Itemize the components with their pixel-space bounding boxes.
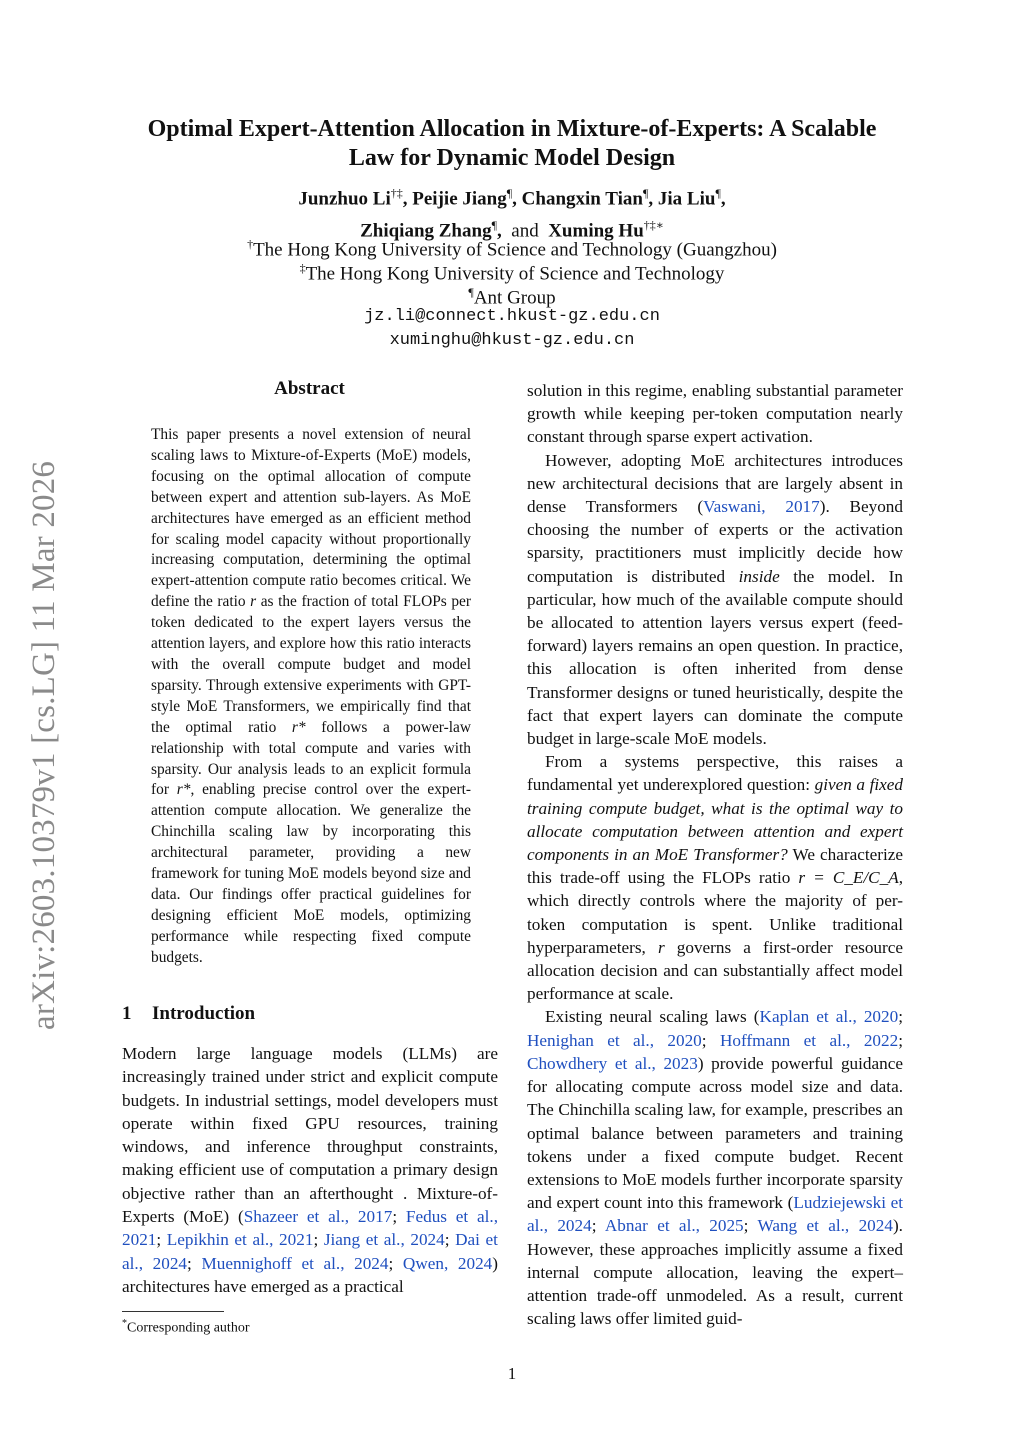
citation-link[interactable]: Kaplan et al., 2020 <box>759 1007 899 1027</box>
math-symbol: r <box>657 937 665 957</box>
body-text: ) provide powerful guidance for allocating compute across model size and data. The Chinchilla scaling law, for example, prescribes an optimal balance between parameters and training tokens under a fixed compute budget. Recent extensions to MoE models further incorporate sparsity and expert count into this framework ( <box>527 1053 903 1213</box>
body-text: Existing neural scaling laws ( <box>545 1007 760 1027</box>
section-heading <box>122 1003 255 1025</box>
affiliation-mark: ‡ <box>299 261 306 275</box>
citation-link[interactable]: Muennighoff et al., 2024 <box>201 1253 389 1273</box>
citation-link[interactable]: Dai et al., 2024 <box>122 1230 498 1273</box>
citation-link[interactable]: Chowdhery et al., 2023 <box>527 1053 698 1073</box>
citation-link[interactable]: Jiang et al., 2024 <box>323 1230 445 1250</box>
body-text: solution in this regime, enabling substantial parameter growth while keeping per-token computation nearly constant through sparse expert activation. <box>527 381 903 447</box>
body-text: ). Beyond choosing the number of experts or the activation sparsity, practitioners must implicitly decide how computation is distributed <box>527 497 903 586</box>
body-text: We characterize this trade-off using the FLOPs ratio <box>527 845 903 888</box>
footnote-text: Corresponding author <box>127 1320 250 1336</box>
author-name: Changxin Tian <box>521 188 643 210</box>
abstract-part: This paper presents a novel extension of neural scaling laws to Mixture-of-Experts (MoE) models, focusing on the optimal allocation of compute between expert and attention sub-layers. As MoE architectures have emerged as an efficient method for scaling model capacity without proportionally increasing computation, determining the optimal expert-attention compute ratio becomes critical. We define the ratio <box>151 426 471 611</box>
body-text: ). However, these approaches implicitly assume a fixed internal compute allocation, leaving the expert–attention trade-off unmodeled. As a result, current scaling laws offer limited guid- <box>527 1216 903 1329</box>
author-affil-mark: ¶ <box>506 186 513 200</box>
emphasis: inside <box>738 566 780 586</box>
section-title: Introduction <box>152 1003 256 1024</box>
author-name: Peijie Jiang <box>412 188 507 210</box>
author-name: Zhiqiang Zhang <box>360 220 492 242</box>
body-text: governs a first-order resource allocation decision and can substantially affect model performance at scale. <box>527 937 903 1004</box>
citation-link[interactable]: Ludziejewski et al., 2024 <box>527 1193 903 1236</box>
citation-link[interactable]: Fedus et al., 2021 <box>122 1207 499 1250</box>
abstract-part: , enabling precise control over the expert-attention compute allocation. We generalize the Chinchilla scaling law by incorporating this architectural parameter, providing a new framework for tuning MoE models beyond size and data. Our findings offer practical guidelines for designing efficient MoE models, optimizing performance while respecting fixed compute budgets. <box>151 781 471 966</box>
author-affil-mark: †‡ <box>390 186 403 200</box>
author-conjunction: and <box>511 220 539 242</box>
arxiv-stamp: arXiv:2603.10379v1 [cs.LG] 11 Mar 2026 <box>26 460 62 1030</box>
affiliation-name: The Hong Kong University of Science and Technology <box>305 263 725 285</box>
affiliation-name: Ant Group <box>473 287 556 309</box>
author-affil-mark: ¶ <box>491 218 498 233</box>
author-affil-mark: ¶ <box>715 186 721 200</box>
body-text: Modern large language models (LLMs) are increasingly trained under strict and explicit compute budgets. In industrial settings, model developers must operate within fixed GPU resources, training windows, and inference throughput constraints, making efficient use of computation a primary design objective rather than an afterthought . Mixture-of-Experts (MoE) ( <box>122 1044 498 1227</box>
emphasis: given a fixed training compute budget, what is the optimal way to allocate computation between attention and expert components in an MoE Transformer? <box>527 775 904 865</box>
body-text: , which directly controls where the majority of per-token computation is spent. Unlike traditional hyperparameters, <box>527 868 903 957</box>
title-line-1: Optimal Expert-Attention Allocation in Mixture-of-Experts: A Scalable <box>147 116 877 142</box>
intro-right-column <box>527 379 903 1330</box>
paper-title <box>100 115 924 173</box>
section-number: 1 <box>122 1003 132 1024</box>
author-name: Junzhuo Li <box>298 188 391 210</box>
citation-link[interactable]: Henighan et al., 2020 <box>527 1030 702 1050</box>
footnote <box>122 1315 249 1338</box>
body-text: However, adopting MoE architectures introduces new architectural decisions that are largely absent in dense Transformers ( <box>527 450 903 517</box>
paragraph: Existing neural scaling laws (Kaplan et al., 2020; Henighan et al., 2020; Hoffmann et al., 2022; Chowdhery et al., 2023) provide powerful guidance for allocating compute across model size and data. The Chinchilla scaling law, for example, prescribes an optimal balance between parameters and training tokens under a fixed compute budget. Recent extensions to MoE models further incorporate sparsity and expert count into this framework (Ludziejewski et al., 2024; Abnar et al., 2025; Wang et al., 2024). However, these approaches implicitly assume a fixed internal compute allocation, leaving the expert–attention trade-off unmodeled. As a result, current scaling laws offer limited guid- <box>527 1007 903 1329</box>
body-text: the model. In particular, how much of the available compute should be allocated to attention layers versus expert (feed-forward) layers remains an open question. In practice, this allocation is often inherited from dense Transformer designs or tuned heuristically, despite the fact that expert layers can dominate the compute budget in large-scale MoE models. <box>527 566 904 749</box>
author-list: Junzhuo Li†‡, Peijie Jiang¶, Changxin Tian¶, Jia Liu¶, Zhiqiang Zhang¶, and Xuming Hu†‡∗ <box>298 186 726 242</box>
abstract-part: follows a power-law relationship with total compute and varies with sparsity. Our analysis leads to an explicit formula for <box>151 718 471 799</box>
body-text: From a systems perspective, this raises a fundamental yet underexplored question: <box>527 752 903 795</box>
affiliation-name: The Hong Kong University of Science and Technology (Guangzhou) <box>253 239 777 261</box>
abstract-heading: Abstract <box>274 378 345 399</box>
footnote-mark: * <box>122 1318 127 1329</box>
citation-link[interactable]: Qwen, 2024 <box>402 1253 493 1273</box>
page-number: 1 <box>507 1364 517 1383</box>
title-line-2: Law for Dynamic Model Design <box>348 145 676 171</box>
citation-link[interactable]: Wang et al., 2024 <box>757 1216 893 1236</box>
math-symbol: r* <box>176 781 191 799</box>
email-link[interactable]: xuminghu@hkust-gz.edu.cn <box>389 331 635 350</box>
citation-link[interactable]: Shazeer et al., 2017 <box>243 1207 393 1227</box>
citation-link[interactable]: Abnar et al., 2025 <box>604 1216 744 1236</box>
paragraph <box>527 449 903 751</box>
abstract-text <box>151 425 471 969</box>
math-equation: r = C_E/C_A <box>798 868 899 888</box>
email-link[interactable]: jz.li@connect.hkust-gz.edu.cn <box>364 307 660 326</box>
paragraph <box>527 750 903 1005</box>
author-affil-mark: ¶ <box>642 186 649 200</box>
paragraph <box>527 379 903 449</box>
math-symbol: r* <box>291 718 306 736</box>
citation-link[interactable]: Lepikhin et al., 2021 <box>166 1230 314 1250</box>
abstract-part: as the fraction of total FLOPs per token dedicated to the expert layers versus the attention layers, and explore how this ratio interacts with the overall compute budget and model sparsity. Through extensive experiments with GPT-style MoE Transformers, we empirically find that the optimal ratio <box>151 593 471 736</box>
author-name: Jia Liu <box>657 188 716 210</box>
affiliation-mark: † <box>247 237 254 251</box>
citation-link[interactable]: Vaswani, 2017 <box>703 497 820 517</box>
citation-link[interactable]: Hoffmann et al., 2022 <box>719 1030 899 1050</box>
intro-left-column: Modern large language models (LLMs) are increasingly trained under strict and explicit compute budgets. In industrial settings, model developers must operate within fixed GPU resources, training windows, and inference throughput constraints, making efficient use of computation a primary design objective rather than an afterthought . Mixture-of-Experts (MoE) (Shazeer et al., 2017; Fedus et al., 2021; Lepikhin et al., 2021; Jiang et al., 2024; Dai et al., 2024; Muennighoff et al., 2024; Qwen, 2024) architectures have emerged as a practical <box>122 1044 499 1296</box>
author-name: Xuming Hu <box>548 220 644 242</box>
math-symbol: r <box>250 593 257 611</box>
body-text: ) architectures have emerged as a practical <box>122 1253 499 1296</box>
affiliation-mark: ¶ <box>468 285 474 299</box>
footnote-divider <box>122 1311 224 1312</box>
author-affil-mark: †‡∗ <box>643 218 664 233</box>
